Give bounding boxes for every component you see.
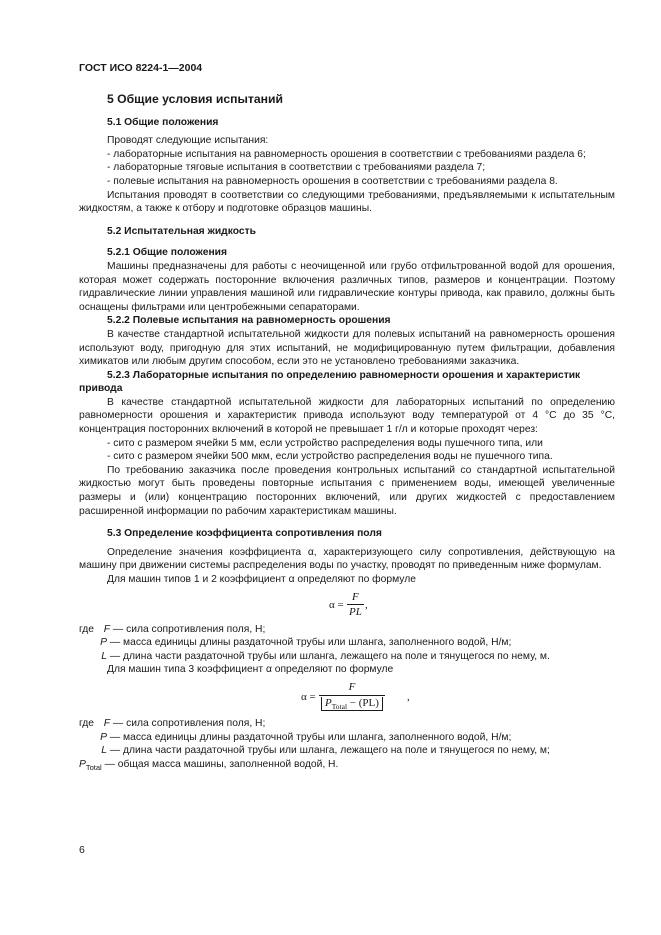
formula-tail: ,: [365, 598, 368, 611]
definition-text: — длина части раздаточной трубы или шланга, лежащего на поле и тянущегося по нему, м.: [109, 650, 550, 662]
subscript-total: Total: [331, 701, 348, 711]
document-header: ГОСТ ИСО 8224-1—2004: [79, 62, 203, 74]
symbol-L: L: [101, 650, 107, 662]
paragraph: Для машин типов 1 и 2 коэффициент α определяют по формуле: [107, 574, 416, 585]
symbol-P: P: [100, 637, 107, 649]
section-5-2-1-title: 5.2.1 Общие положения: [107, 247, 227, 259]
list-item: - лабораторные тяговые испытания в соответствии с требованиями раздела 7;: [107, 162, 486, 174]
formula-2: [79, 677, 615, 717]
formula-1-definitions: [79, 623, 615, 664]
formula-1: [79, 587, 615, 623]
definition-row: [79, 758, 615, 775]
definition-text: — масса единицы длины раздаточной трубы или шланга, заполненного водой, Н/м;: [109, 637, 512, 649]
symbol-P: P: [79, 758, 86, 770]
symbol-P: P: [325, 696, 332, 709]
section-5-title: 5 Общие условия испытаний: [107, 92, 284, 106]
where-label: где: [79, 623, 95, 635]
list-item: - сито с размером ячейки 500 мкм, если устройство распределения воды не пушечного типа.: [107, 451, 553, 463]
paragraph: Определение значения коэффициента α, характеризующего силу сопротивления, действующую на машину при движении системы распределения воды по участку, проводят по приведенным ниже формулам.: [79, 546, 615, 572]
formula-numerator: F: [348, 680, 356, 693]
paragraph: Проводят следующие испытания:: [107, 135, 269, 147]
formula-numerator: F: [352, 590, 359, 603]
paragraph: В качестве стандартной испытательной жидкости для полевых испытаний на равномерность орошения используют воду, пригодную для этих испытаний, не модифицированную путем фильтрации, добавления химикатов или любым другим способом, если это не установлено требованиями заказчика.: [79, 328, 615, 368]
subscript-total: Total: [85, 762, 102, 772]
denominator-rest: − (PL): [347, 696, 379, 709]
definition-row: [79, 636, 615, 650]
paragraph: В качестве стандартной испытательной жидкости для лабораторных испытаний по определению равномерности орошения и характеристик привода используют воду температурой от 4 °С до 35 °С, концентрация посторонних включений в которой не превышает 1 г/л и которые проходят через:: [79, 396, 615, 436]
definition-row: [79, 731, 615, 745]
formula-fraction: [319, 681, 385, 713]
formula-denominator: PL: [349, 606, 362, 619]
formula-2-definitions: [79, 717, 615, 774]
page-number: 6: [79, 844, 85, 856]
formula-lhs: α =: [301, 690, 316, 703]
definition-text: — сила сопротивления поля, Н;: [112, 717, 266, 729]
symbol-P-total: [79, 759, 102, 770]
definition-row: [79, 717, 615, 731]
symbol-F: F: [103, 623, 111, 635]
symbol-F: F: [103, 717, 111, 729]
list-item: - лабораторные испытания на равномерность орошения в соответствии с требованиями раздела 6;: [107, 148, 586, 160]
paragraph: По требованию заказчика после проведения контрольных испытаний со стандартной испытательной жидкостью могут быть проведены повторные испытания с применением воды, имеющей увеличенные размеры и (или) концентрацию посторонних включений, или других жидкостей с предоставлением расширенной информации по рабочим характеристикам машины.: [79, 464, 615, 517]
definition-text: — длина части раздаточной трубы или шланга, лежащего на поле и тянущегося по нему, м;: [109, 745, 550, 757]
formula-lhs: α =: [329, 598, 344, 611]
formula-denominator: [319, 695, 385, 714]
definition-row: [79, 623, 615, 637]
section-5-1-title: 5.1 Общие положения: [107, 116, 219, 128]
section-5-2-2-title: 5.2.2 Полевые испытания на равномерность орошения: [107, 315, 391, 327]
formula-tail: ,: [407, 690, 410, 703]
symbol-L: L: [101, 745, 107, 757]
symbol-P: P: [100, 731, 107, 743]
section-5-3-title: 5.3 Определение коэффициента сопротивления поля: [107, 528, 382, 540]
paragraph: Для машин типа 3 коэффициент α определяют по формуле: [107, 664, 394, 676]
document-body: [79, 93, 615, 774]
where-label: где: [79, 717, 95, 729]
paragraph: Машины предназначены для работы с неочищенной или грубо отфильтрованной водой для орошения, которая может содержать посторонние включения различных типов, размеров и концентрации. Поэтому гидравлические линии управления машиной или гидравлические контуры привода, как правило, должны быть оснащены фильтрами или центробежными сепараторами.: [79, 260, 615, 313]
section-5-2-title: 5.2 Испытательная жидкость: [107, 225, 256, 237]
definition-text: — сила сопротивления поля, Н;: [112, 623, 266, 635]
paragraph: Испытания проводят в соответствии со следующими требованиями, предъявляемыми к испытательным жидкостям, а также к отбору и подготовке образцов машины.: [79, 189, 615, 215]
section-5-2-3-title: 5.2.3 Лабораторные испытания по определению равномерности орошения и характеристик привода: [79, 369, 581, 395]
formula-fraction: [347, 591, 364, 620]
list-item: - полевые испытания на равномерность орошения в соответствии с требованиями раздела 8.: [107, 175, 558, 187]
definition-row: [79, 650, 615, 664]
definition-row: [79, 744, 615, 758]
list-item: - сито с размером ячейки 5 мм, если устройство распределения воды пушечного типа, или: [107, 437, 543, 449]
definition-text: — общая масса машины, заполненной водой, Н.: [104, 758, 339, 770]
definition-text: — масса единицы длины раздаточной трубы или шланга, заполненного водой, Н/м;: [109, 731, 512, 743]
